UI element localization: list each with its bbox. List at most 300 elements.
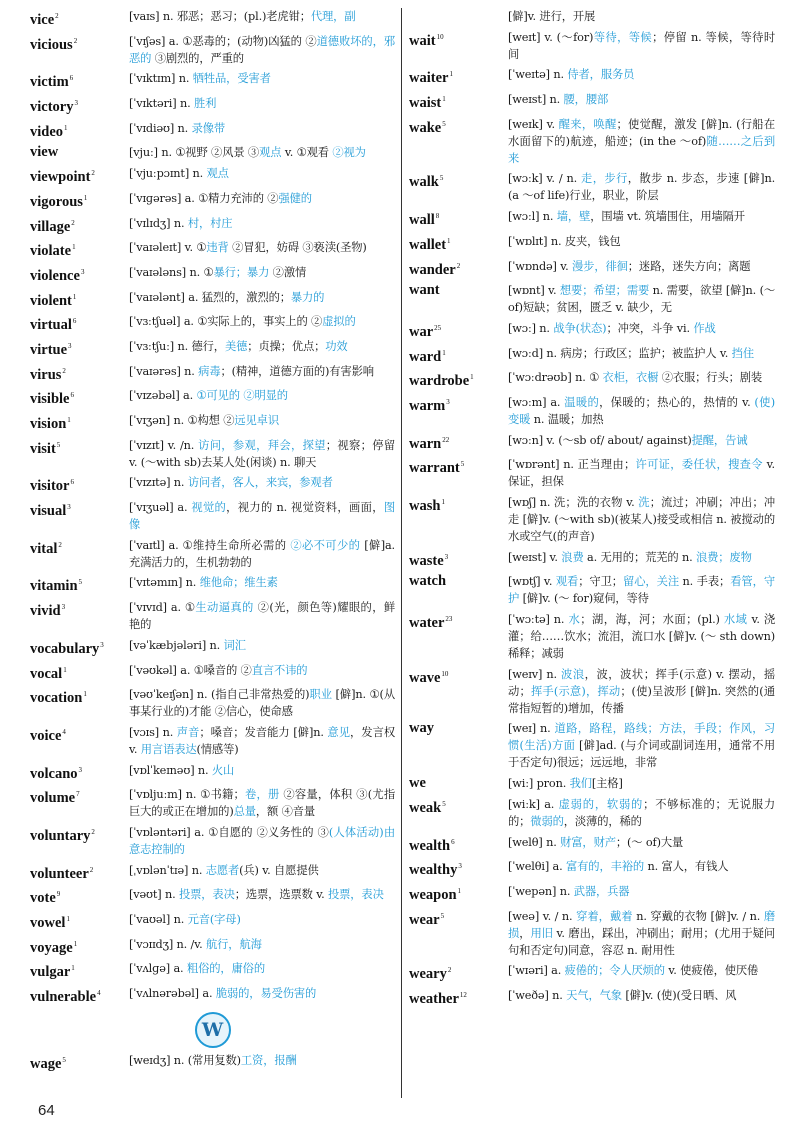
- definition-text: (情感等): [196, 742, 239, 756]
- frequency-count: 1: [442, 348, 446, 357]
- definition: [129, 338, 395, 355]
- definition-text: [僻]v. (～ for)窥伺，等待: [519, 592, 649, 606]
- definition-text: [wɔːn] v. (～sb of/ about/ against): [508, 433, 692, 447]
- definition-text: [ˈwɒndə] v.: [508, 259, 573, 273]
- frequency-count: 6: [451, 837, 455, 846]
- definition: [508, 834, 775, 851]
- definition-text: [ˈvaɪərəs] n.: [129, 364, 199, 378]
- frequency-count: 3: [444, 552, 449, 561]
- definition-text: [ˈvɪzɪtə] n.: [129, 476, 188, 490]
- definition: [129, 499, 395, 533]
- definition-text: [weɪst] v.: [508, 550, 562, 564]
- headword: vocal$^1$: [30, 665, 67, 682]
- definition: [508, 282, 775, 316]
- frequency-count: 5: [442, 119, 446, 128]
- definition-text: [weɪt] v. (～for): [508, 30, 594, 44]
- definition-text: ；(精神，道德方面的)有害影响: [220, 364, 374, 378]
- headword: warrant$^5$: [409, 460, 465, 477]
- definition-highlight: 卷，册: [244, 788, 280, 802]
- definition-highlight: 武器，兵器: [573, 884, 630, 898]
- frequency-count: 3: [67, 503, 71, 512]
- definition-text: [ˈvɪʒuəl] a.: [129, 501, 192, 515]
- headword: violence$^3$: [30, 267, 85, 284]
- definition-text: [ˈwɔːdrəʊb] n. ①: [508, 371, 603, 385]
- definition-highlight: 胜利: [193, 97, 217, 111]
- definition: [508, 258, 775, 275]
- definition-text: [僻]v. (使)(受日晒、风: [621, 988, 737, 1002]
- frequency-count: 5: [439, 174, 444, 183]
- definition-highlight: 功效: [325, 339, 348, 353]
- headword: wardrobe$^1$: [409, 373, 474, 390]
- definition-highlight: 挥手(示意)，挥动: [530, 684, 621, 698]
- definition-highlight: 声音: [176, 725, 200, 739]
- definition: [129, 960, 395, 977]
- headword: wage$^5$: [30, 1056, 66, 1073]
- frequency-count: 4: [97, 989, 101, 998]
- definition-highlight: 许可证，委任状，搜查令: [635, 458, 763, 472]
- headword: visual$^3$: [30, 503, 71, 520]
- dictionary-entry: [30, 239, 395, 260]
- definition-text: [wiːk] a.: [508, 797, 559, 811]
- dictionary-entry: [30, 762, 395, 783]
- definition: [508, 432, 775, 449]
- headword: violent$^1$: [30, 292, 77, 309]
- headword: vicious$^2$: [30, 36, 78, 53]
- definition: [508, 720, 775, 771]
- frequency-count: 10: [441, 669, 449, 678]
- definition-highlight: 富有的，丰裕的: [566, 860, 645, 874]
- definition-highlight: 火山: [211, 763, 235, 777]
- definition-text: ；流过；冲刷；冲出；冲走 [僻]v. (～with sb)(被某人)接受或相信 n. 被搅动的水或空气(的声音): [508, 496, 775, 543]
- dictionary-entry: [30, 165, 395, 186]
- definition: [129, 33, 395, 67]
- definition-text: [vəˈkæbjələri] n.: [129, 638, 224, 652]
- definition: [129, 824, 395, 858]
- headword: vulnerable$^4$: [30, 989, 101, 1006]
- definition-highlight: 暴行；暴力: [213, 265, 270, 279]
- dictionary-entry: [409, 456, 775, 490]
- definition-text: ②激情: [269, 265, 307, 279]
- definition: [129, 911, 395, 928]
- headword: voice$^4$: [30, 727, 66, 744]
- definition-highlight: 磨损: [508, 909, 775, 940]
- definition-text: ，: [519, 926, 531, 940]
- definition-highlight: 观点: [259, 146, 282, 160]
- definition-highlight: 访问，参观，拜会，探望: [198, 438, 326, 452]
- definition-highlight: ②视为: [332, 146, 366, 160]
- frequency-count: 5: [56, 440, 61, 449]
- definition: [508, 456, 775, 490]
- definition-highlight: 随……之后到来: [508, 134, 775, 165]
- definition: [129, 936, 395, 953]
- frequency-count: 3: [80, 267, 85, 276]
- definition: [129, 215, 395, 232]
- headword: volcano$^3$: [30, 765, 83, 782]
- definition-highlight: 墙，壁: [556, 210, 591, 224]
- frequency-count: 3: [61, 603, 66, 612]
- dictionary-entry: [30, 474, 395, 495]
- definition-highlight: 腰，腰部: [563, 93, 609, 107]
- headword: view: [30, 144, 59, 161]
- definition-highlight: 词汇: [223, 638, 246, 652]
- dictionary-entry: [30, 862, 395, 883]
- headword: vowel$^1$: [30, 915, 70, 931]
- dictionary-entry: [30, 960, 395, 981]
- dictionary-entry: [409, 611, 775, 662]
- definition-text: ；守卫；: [578, 575, 623, 589]
- headword: visible$^6$: [30, 391, 74, 408]
- definition-text: [wɔː] n.: [508, 321, 554, 335]
- definition-highlight: 违背: [206, 241, 229, 255]
- definition-highlight: 洗: [638, 496, 650, 509]
- definition-highlight: 录像带: [191, 121, 226, 135]
- definition-text: (兵) v. 自愿提供: [239, 863, 319, 877]
- dictionary-entry: [30, 824, 395, 858]
- definition: [508, 858, 775, 875]
- definition-highlight: 侍者，服务员: [567, 68, 635, 82]
- headword: weak$^5$: [409, 799, 446, 816]
- definition: [129, 637, 395, 654]
- definition-text: [ˈvɪʃəs] a. ①恶毒的；(动物)凶猛的 ②: [129, 34, 317, 48]
- dictionary-entry: [409, 345, 775, 366]
- definition: [508, 494, 775, 545]
- definition-text: v. 使疲倦，使厌倦: [664, 964, 759, 978]
- frequency-count: 2: [447, 966, 452, 975]
- frequency-count: 1: [72, 243, 76, 252]
- headword: wealthy$^3$: [409, 862, 462, 879]
- frequency-count: 5: [440, 911, 445, 920]
- frequency-count: 6: [70, 478, 74, 487]
- headword: wave$^{10}$: [409, 669, 449, 686]
- definition-highlight: 投票，表决: [327, 888, 384, 902]
- definition-text: [ˈvaɪəleɪt] v. ①: [129, 241, 207, 255]
- definition-text: ，视力的 n. 视觉资料，画面，: [226, 501, 384, 515]
- definition-text: [ˈwepən] n.: [508, 884, 574, 898]
- dictionary-entry: [30, 412, 395, 433]
- left-column: [30, 8, 395, 1077]
- dictionary-entry: [409, 282, 775, 316]
- dictionary-entry: [409, 66, 775, 87]
- headword: waiter$^1$: [409, 70, 453, 87]
- definition-text: [ˈvɜːtʃuː] n. 德行，: [129, 339, 225, 353]
- definition-highlight: 道路，路程，路线；方法，手段；作风，习惯(生活)方面: [508, 722, 776, 753]
- definition-highlight: 作战: [693, 321, 716, 335]
- definition: [129, 120, 395, 137]
- headword: volume$^7$: [30, 790, 80, 807]
- definition-highlight: 用言语表达: [140, 742, 197, 756]
- definition-text: [wɒtʃ] v.: [508, 575, 556, 589]
- definition: [129, 786, 395, 820]
- definition-highlight: 我们: [569, 777, 592, 791]
- definition-highlight: 留心，关注: [622, 575, 680, 589]
- definition-text: [ˈvɪtəmɪn] n.: [129, 576, 200, 590]
- definition-highlight: 浪费: [561, 550, 584, 564]
- definition-highlight: 村，村庄: [187, 216, 233, 230]
- continued-definition: [508, 8, 775, 25]
- definition: [508, 66, 775, 83]
- dictionary-entry: [30, 686, 395, 720]
- definition: [129, 862, 395, 879]
- frequency-count: 6: [69, 74, 74, 83]
- definition: [508, 962, 775, 979]
- definition-text: [vɒlˈkeɪnəʊ] n.: [129, 763, 212, 777]
- definition-highlight: 生动逼真的: [195, 601, 254, 615]
- frequency-count: 5: [62, 1056, 66, 1065]
- definition-highlight: 病毒: [198, 364, 221, 378]
- definition-text: ；嗓音；发音能力 [僻]n.: [199, 725, 328, 739]
- right-column: [409, 8, 775, 1012]
- frequency-count: 1: [73, 939, 78, 948]
- definition-highlight: 穿着，戴着: [576, 909, 633, 923]
- definition-text: [weɪdʒ] n. (常用复数): [129, 1054, 241, 1068]
- dictionary-entry: [409, 720, 775, 771]
- frequency-count: 10: [436, 32, 444, 41]
- definition-text: ，保暖的；热心的，热情的 v.: [599, 395, 755, 409]
- dictionary-entry: [409, 208, 775, 229]
- definition-text: [wɔːl] n.: [508, 210, 557, 224]
- definition: [129, 574, 395, 591]
- definition-highlight: 职业: [309, 688, 332, 702]
- definition-text: [ˈvɪlɪdʒ] n.: [129, 216, 188, 230]
- definition-text: ；停留 n. 等候，等待时间: [508, 30, 775, 61]
- definition-text: [僻]v. 进行，开展: [508, 10, 596, 23]
- definition-highlight: 访问者，客人，来宾，参观者: [187, 476, 333, 490]
- definition-highlight: 代理，副: [310, 10, 356, 23]
- definition-text: [ˈwelθi] a.: [508, 860, 567, 874]
- frequency-count: 2: [58, 540, 62, 549]
- frequency-count: 1: [83, 193, 88, 202]
- definition: [129, 437, 395, 471]
- definition-highlight: 衣柜，衣橱: [602, 371, 659, 385]
- definition: [129, 599, 395, 633]
- frequency-count: 2: [55, 12, 59, 20]
- definition: [129, 190, 395, 207]
- dictionary-entry: [30, 313, 395, 334]
- definition-highlight: 虚弱的，软弱的: [558, 797, 644, 811]
- definition-highlight: 道德败坏的，邪恶的: [129, 34, 396, 65]
- frequency-count: 5: [460, 460, 465, 469]
- dictionary-entry: [30, 886, 395, 907]
- definition-highlight: 意见: [327, 725, 350, 739]
- dictionary-entry: [409, 883, 775, 904]
- headword: video$^1$: [30, 123, 68, 140]
- frequency-count: 2: [71, 218, 75, 227]
- definition: [508, 170, 775, 204]
- dictionary-entry: [409, 394, 775, 428]
- headword: weather$^{12}$: [409, 990, 467, 1007]
- frequency-count: 5: [78, 578, 83, 587]
- definition-text: ；迷路，迷失方向；离题: [627, 259, 751, 273]
- dictionary-entry: [30, 144, 395, 161]
- definition-highlight: 观看: [555, 575, 579, 589]
- headword: way: [409, 720, 434, 737]
- definition: [129, 70, 395, 87]
- frequency-count: 8: [435, 212, 440, 221]
- definition: [508, 320, 775, 337]
- definition-text: [ˈvɪzəbəl] a.: [129, 389, 197, 403]
- definition-text: [ˈvaʊəl] n.: [129, 913, 188, 926]
- headword: water$^{23}$: [409, 615, 453, 632]
- definition-text: [ˈvɪdiəʊ] n.: [129, 121, 192, 135]
- definition-highlight: 工资，报酬: [240, 1054, 297, 1068]
- definition-highlight: (人体活动)由意志控制的: [129, 825, 396, 856]
- definition-text: [vəʊˈkeɪʃən] n. (指自己非常热爱的): [129, 688, 310, 702]
- headword: wallet$^1$: [409, 236, 451, 253]
- definition: [508, 91, 775, 108]
- definition-highlight: 观点: [206, 167, 229, 181]
- definition-text: ②冒犯，妨碍 ③亵渎(圣物): [228, 241, 367, 255]
- section-letter-badge: [30, 1012, 395, 1048]
- definition-highlight: 元音(字母): [187, 913, 241, 926]
- frequency-count: 25: [434, 323, 442, 332]
- headword: village$^2$: [30, 218, 75, 235]
- definition-highlight: 财富，财产: [560, 835, 616, 849]
- definition-text: [ˈvɪzɪt] v. /n.: [129, 438, 199, 452]
- definition-highlight: ②必不可少的: [290, 538, 361, 552]
- headword: vital$^2$: [30, 540, 62, 557]
- definition: [508, 796, 775, 830]
- definition-text: ；湖，海，河；水面；(pl.): [580, 613, 724, 627]
- dictionary-entry: [409, 573, 775, 607]
- frequency-count: 3: [446, 397, 450, 406]
- definition-text: [wɒnt] v.: [508, 284, 560, 298]
- dictionary-entry: [30, 499, 395, 533]
- headword: we: [409, 775, 426, 792]
- frequency-count: 1: [64, 123, 68, 132]
- definition-highlight: 图像: [129, 501, 395, 532]
- definition-highlight: 疲倦的；令人厌烦的: [564, 964, 665, 978]
- definition: [129, 264, 395, 281]
- frequency-count: 2: [73, 36, 78, 45]
- definition-text: [ˈweɪtə] n.: [508, 68, 568, 82]
- definition-highlight: 醒来，唤醒: [558, 117, 617, 131]
- dictionary-entry: [30, 289, 395, 310]
- definition-highlight: 航行，航海: [206, 937, 262, 951]
- headword: virtue$^3$: [30, 341, 72, 358]
- definition-text: ③剧烈的，严重的: [151, 51, 244, 65]
- frequency-count: 6: [70, 391, 74, 400]
- definition-highlight: 战争(状态): [553, 321, 607, 335]
- definition-highlight: 视觉的: [191, 501, 227, 515]
- definition-text: [ˌvɒlənˈtɪə] n.: [129, 863, 206, 877]
- definition-text: n. 手表；: [679, 575, 731, 589]
- definition-text: ②(光，颜色等)耀眼的，鲜艳的: [129, 601, 396, 632]
- definition-text: ；冲突，斗争 vi.: [606, 321, 694, 335]
- dictionary-entry: [30, 33, 395, 67]
- headword: virtual$^6$: [30, 317, 77, 334]
- definition-text: [ˈwɔːtə] n.: [508, 613, 569, 627]
- definition-highlight: 等待，等候: [593, 30, 653, 44]
- dictionary-entry: [30, 1052, 395, 1073]
- definition-highlight: 挡住: [731, 346, 754, 360]
- definition-text: ，围墙 vt. 筑墙围住，用墙隔开: [590, 210, 745, 224]
- definition-text: ；(使)呈波形 [僻]n. 突然的(通常指短暂的)增加，传播: [508, 684, 775, 715]
- definition-highlight: 看管，守护: [508, 575, 775, 606]
- definition-highlight: 微弱的: [530, 814, 564, 828]
- definition-text: n. 需要，欲望 [僻]n. (～of)短缺；贫困，匮乏 v. 缺少，无: [508, 284, 775, 315]
- definition-highlight: 天气，气象: [566, 988, 622, 1002]
- definition-highlight: 虚拟的: [322, 315, 356, 329]
- dictionary-entry: [409, 258, 775, 279]
- frequency-count: 2: [91, 827, 95, 836]
- frequency-count: 3: [458, 862, 462, 871]
- headword: violate$^1$: [30, 243, 76, 260]
- frequency-count: 3: [78, 765, 83, 774]
- dictionary-entry: [409, 834, 775, 855]
- definition: [129, 985, 395, 1002]
- dictionary-entry: [409, 91, 775, 112]
- dictionary-entry: [30, 985, 395, 1006]
- frequency-count: 1: [449, 70, 453, 79]
- dictionary-entry: [409, 494, 775, 545]
- definition: [508, 233, 775, 250]
- definition: [129, 762, 395, 779]
- definition-text: [welθ] n.: [508, 835, 561, 849]
- headword: ward$^1$: [409, 348, 446, 365]
- frequency-count: 1: [63, 665, 67, 674]
- definition: [129, 724, 395, 758]
- definition-text: [ˈvɒljuːm] n. ①书籍；: [129, 788, 245, 802]
- headword: weary$^2$: [409, 966, 452, 983]
- headword: vitamin$^5$: [30, 578, 83, 595]
- frequency-count: 22: [442, 435, 450, 444]
- definition-text: [weə] v. / n.: [508, 909, 577, 923]
- dictionary-entry: [409, 962, 775, 983]
- definition-highlight: ①可见的 ②明显的: [196, 389, 288, 403]
- definition: [508, 573, 775, 607]
- definition: [508, 29, 775, 63]
- definition-text: n. 富人，有钱人: [644, 860, 729, 874]
- definition-text: [ˈvaɪələnt] a. 猛烈的，激烈的；: [129, 290, 291, 304]
- dictionary-entry: [30, 637, 395, 658]
- definition-highlight: 提醒，告诫: [691, 433, 748, 447]
- frequency-count: 1: [66, 915, 70, 923]
- definition: [508, 345, 775, 362]
- page-number: 64: [38, 1102, 55, 1119]
- definition-highlight: 美德: [224, 339, 248, 353]
- definition-text: ，淡薄的，稀的: [563, 814, 642, 828]
- definition-text: [weɪk] v.: [508, 117, 559, 131]
- definition: [508, 208, 775, 225]
- dictionary-entry: [30, 120, 395, 141]
- frequency-count: 12: [459, 990, 467, 999]
- headword: waste$^3$: [409, 552, 449, 569]
- definition-text: n. 温暖；加热: [530, 412, 604, 426]
- definition-text: [ˈvaɪtl] a. ①维持生命所必需的: [129, 538, 291, 552]
- definition: [508, 369, 775, 386]
- dictionary-entry: [30, 363, 395, 384]
- definition-text: [wɔːd] n. 病房；行政区；监护；被监护人 v.: [508, 346, 732, 360]
- definition: [508, 611, 775, 662]
- definition: [129, 662, 395, 679]
- definition-text: ②衣服；行头；剧装: [658, 371, 763, 385]
- dictionary-entry: [409, 233, 775, 254]
- definition-text: [wɔːm] a.: [508, 395, 565, 409]
- headword: wander$^2$: [409, 261, 461, 278]
- definition: [508, 549, 775, 566]
- dictionary-entry: [30, 662, 395, 683]
- definition-text: [vəʊt] n.: [129, 888, 179, 902]
- dictionary-entry: [30, 338, 395, 359]
- definition-text: ；使觉醒，激发 [僻]n. (行船在水面留下的)航迹，船迹；(in the ～of): [508, 117, 775, 148]
- definition-text: [ˈvɪktəri] n.: [129, 97, 194, 111]
- definition-text: ，散步 n. 步态，步速 [僻]n. (a ～of life)行业，职业，阶层: [508, 172, 776, 203]
- definition-text: n. 穿戴的衣物 [僻]v. / n.: [632, 909, 764, 923]
- definition: [129, 144, 395, 161]
- frequency-count: 1: [71, 964, 75, 973]
- definition-text: ，额 ④音量: [255, 805, 316, 819]
- definition-highlight: 维他命；维生素: [199, 576, 278, 590]
